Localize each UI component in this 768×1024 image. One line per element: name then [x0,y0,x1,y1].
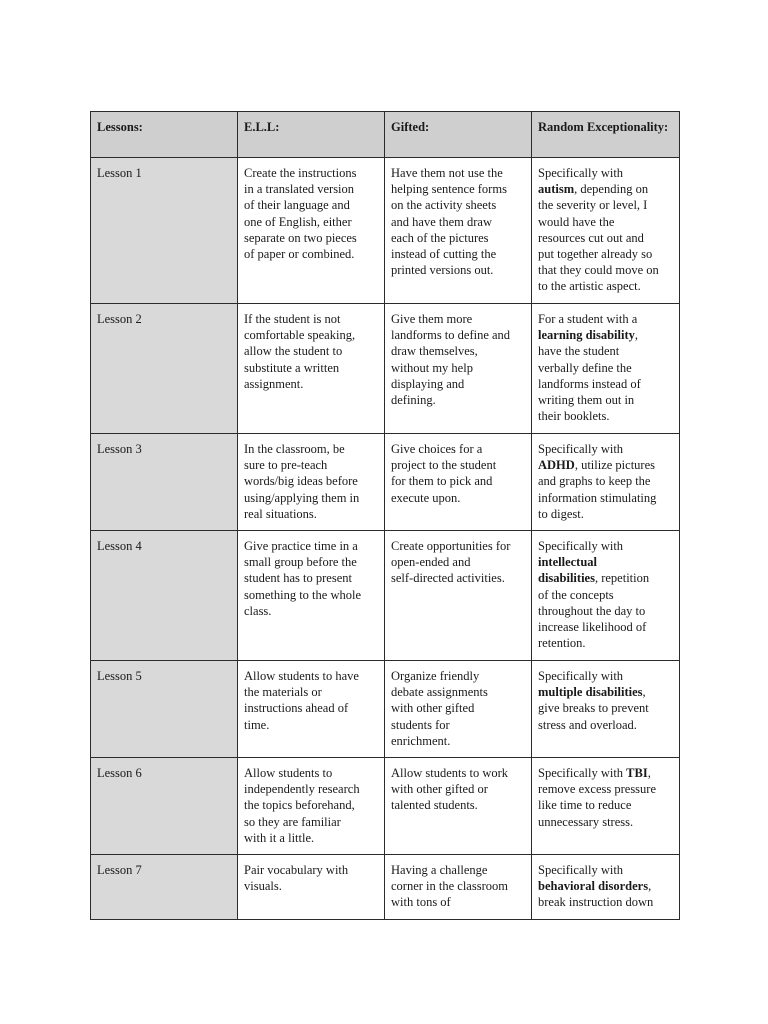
text-run: , [642,685,646,700]
cell-text-line: instead of cutting the [391,247,497,262]
cell-text-line: execute upon. [391,490,461,505]
cell-text-line: draw themselves, [391,344,478,359]
cell-text-line [538,490,673,506]
cell-text-line: open-ended and [391,555,471,570]
table-row [91,531,680,661]
cell-text-line: Organize friendly [391,669,480,684]
table-row [91,304,680,434]
cell-text-line [538,717,673,733]
cell-text-line: printed versions out. [391,263,494,278]
cell-text-line: time. [244,717,270,732]
cell-text-line [538,311,673,327]
cell-text-line [538,587,673,603]
cell-text-line [538,473,673,489]
cell-text-line [538,700,673,716]
ell-cell [238,434,385,531]
text-run: For a student with a [538,312,638,326]
cell-text-line: corner in the classroom [391,879,508,894]
cell-text-line [538,684,673,700]
text-run: their booklets. [538,409,610,424]
cell-text-line [538,376,673,392]
cell-text-line: with other gifted [391,701,475,716]
cell-text-line: of paper or combined. [244,247,355,262]
random-exceptionality-cell [532,158,680,304]
cell-text-line: Give choices for a [391,442,483,456]
cell-text-line: Pair vocabulary with [244,863,349,878]
ell-cell [238,758,385,855]
cell-text-line [538,246,673,262]
text-run: unnecessary stress. [538,814,634,829]
table-row [91,158,680,304]
cell-text-line: visuals. [244,879,282,894]
emphasized-term: disabilities [538,571,595,586]
cell-text-line: debate assignments [391,685,488,700]
cell-text-line: of their language and [244,198,350,213]
text-run: give breaks to prevent [538,701,649,716]
cell-text-line: assignment. [244,376,304,391]
emphasized-term: ADHD [538,458,575,473]
lesson-cell: Lesson 2 [91,304,238,434]
cell-text-line [538,343,673,359]
table-row [91,434,680,531]
cell-text-line [538,668,673,684]
cell-text-line [538,392,673,408]
cell-text-line: displaying and [391,376,465,391]
lesson-cell: Lesson 4 [91,531,238,661]
text-run: , utilize pictures [574,458,655,473]
header-gifted: Gifted: [385,112,532,158]
cell-text-line: one of English, either [244,214,352,229]
cell-text-line: If the student is not [244,312,341,326]
cell-text-line: Having a challenge [391,863,488,878]
text-run: information stimulating [538,490,657,505]
text-run: Specifically with [538,539,624,554]
gifted-cell [385,158,532,304]
cell-text-line [538,181,673,197]
text-run: that they could move on [538,263,659,278]
cell-text-line [538,214,673,230]
text-run: , depending on [574,182,649,197]
cell-text-line [538,278,673,294]
cell-text-line [538,862,673,878]
cell-text-line [538,230,673,246]
cell-text-line [538,408,673,424]
emphasized-term: learning disability [538,328,635,343]
cell-text-line [538,635,673,651]
cell-text-line: separate on two pieces [244,230,357,245]
cell-text-line [538,441,673,457]
cell-text-line: using/applying them in [244,490,360,505]
header-ell: E.L.L: [238,112,385,158]
cell-text-line [538,197,673,213]
cell-text-line: in a translated version [244,182,355,197]
cell-text-line: Have them not use the [391,166,503,180]
text-run: remove excess pressure [538,782,657,797]
text-run: break instruction down [538,895,654,910]
random-exceptionality-cell [532,304,680,434]
text-run: to digest. [538,506,584,521]
cell-text-line [538,360,673,376]
text-run: increase likelihood of [538,620,647,635]
cell-text-line: so they are familiar [244,814,341,829]
random-exceptionality-cell [532,758,680,855]
table-row [91,855,680,920]
cell-text-line: enrichment. [391,733,451,748]
cell-text-line: class. [244,603,272,618]
cell-text-line: landforms to define and [391,328,511,343]
ell-cell [238,661,385,758]
random-exceptionality-cell [532,531,680,661]
emphasized-term: TBI [626,766,648,781]
gifted-cell [385,855,532,920]
text-run: retention. [538,636,586,651]
cell-text-line: substitute a written [244,360,340,375]
emphasized-term: multiple disabilities [538,685,643,700]
cell-text-line: student has to present [244,571,352,586]
cell-text-line: In the classroom, be [244,442,345,456]
lesson-cell: Lesson 5 [91,661,238,758]
cell-text-line: small group before the [244,555,357,570]
header-row [91,112,680,158]
text-run: , [647,766,651,781]
cell-text-line: talented students. [391,798,478,813]
cell-text-line: students for [391,717,450,732]
cell-text-line: Give practice time in a [244,539,358,554]
text-run: Specifically with [538,766,627,781]
cell-text-line: sure to pre-teach [244,458,328,473]
text-run: like time to reduce [538,798,632,813]
text-run: stress and overload. [538,717,637,732]
cell-text-line [538,781,673,797]
cell-text-line [538,894,673,910]
emphasized-term: intellectual [538,555,598,570]
cell-text-line [538,797,673,813]
text-run: throughout the day to [538,603,646,618]
gifted-cell [385,304,532,434]
ell-cell [238,855,385,920]
cell-text-line: Give them more [391,312,473,326]
cell-text-line: Allow students to work [391,766,509,781]
cell-text-line [538,814,673,830]
cell-text-line: words/big ideas before [244,474,358,489]
header-lessons: Lessons: [91,112,238,158]
cell-text-line: for them to pick and [391,474,493,489]
text-run: put together already so [538,247,653,262]
gifted-cell [385,661,532,758]
text-run: would have the [538,214,615,229]
cell-text-line: comfortable speaking, [244,328,356,343]
text-run: to the artistic aspect. [538,279,641,294]
text-run: Specifically with [538,669,624,684]
cell-text-line: Create the instructions [244,166,357,180]
lesson-cell: Lesson 6 [91,758,238,855]
exceptionality-table [90,111,680,920]
text-run: Specifically with [538,863,624,878]
cell-text-line [538,457,673,473]
cell-text-line: and have them draw [391,214,493,229]
cell-text-line [538,603,673,619]
cell-text-line: real situations. [244,506,317,521]
cell-text-line: something to the whole [244,587,361,602]
cell-text-line [538,570,673,586]
gifted-cell [385,758,532,855]
random-exceptionality-cell [532,434,680,531]
cell-text-line: the topics beforehand, [244,798,355,813]
header-random-exceptionality: Random Exceptionality: [532,112,680,158]
cell-text-line: self-directed activities. [391,571,505,586]
gifted-cell [385,434,532,531]
random-exceptionality-cell [532,855,680,920]
text-run: , [634,328,639,343]
lesson-cell: Lesson 3 [91,434,238,531]
cell-text-line [538,327,673,343]
cell-text-line: Create opportunities for [391,539,511,554]
cell-text-line [538,554,673,570]
text-run: of the concepts [538,587,614,602]
lesson-cell: Lesson 7 [91,855,238,920]
cell-text-line: Allow students to have [244,669,359,684]
gifted-cell [385,531,532,661]
cell-text-line: on the activity sheets [391,198,497,213]
text-run: and graphs to keep the [538,474,651,489]
ell-cell [238,158,385,304]
emphasized-term: autism [538,182,575,197]
cell-text-line [538,165,673,181]
table-row [91,661,680,758]
text-run: have the student [538,344,620,359]
text-run: Specifically with [538,166,624,180]
text-run: writing them out in [538,393,635,408]
cell-text-line [538,765,673,781]
text-run: landforms instead of [538,376,641,391]
cell-text-line [538,538,673,554]
text-run: , [648,879,652,894]
cell-text-line: each of the pictures [391,230,489,245]
cell-text-line: the materials or [244,685,322,700]
text-run: resources cut out and [538,230,644,245]
cell-text-line: allow the student to [244,344,343,359]
table-row [91,758,680,855]
text-run: , repetition [594,571,650,586]
cell-text-line: without my help [391,360,473,375]
cell-text-line: with it a little. [244,830,315,845]
cell-text-line [538,619,673,635]
cell-text-line: helping sentence forms [391,182,507,197]
ell-cell [238,531,385,661]
cell-text-line: instructions ahead of [244,701,349,716]
text-run: verbally define the [538,360,632,375]
emphasized-term: behavioral disorders [538,879,649,894]
text-run: Specifically with [538,442,624,456]
cell-text-line [538,878,673,894]
cell-text-line [538,262,673,278]
cell-text-line [538,506,673,522]
cell-text-line: with tons of [391,895,451,910]
cell-text-line: Allow students to [244,766,333,781]
ell-cell [238,304,385,434]
text-run: the severity or level, I [538,198,648,213]
cell-text-line: with other gifted or [391,782,488,797]
random-exceptionality-cell [532,661,680,758]
cell-text-line: project to the student [391,458,497,473]
cell-text-line: defining. [391,393,436,408]
lesson-cell: Lesson 1 [91,158,238,304]
cell-text-line: independently research [244,782,360,797]
